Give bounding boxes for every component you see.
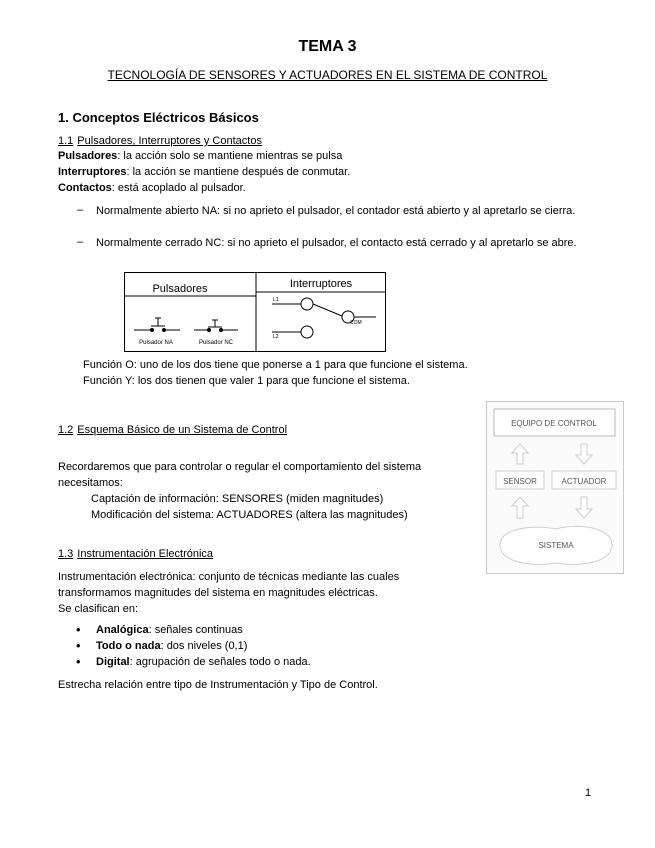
list-item	[76, 622, 311, 638]
definition-term: Contactos	[58, 182, 112, 194]
definition-contactos	[58, 180, 246, 196]
switch-terminal-l2: L2	[273, 334, 279, 340]
sistema-label: SISTEMA	[538, 541, 574, 550]
function-y: Función Y: los dos tienen que valer 1 para que funcione el sistema.	[83, 375, 410, 387]
pulsador-na-label: Pulsador NA	[139, 340, 173, 346]
instrumentation-type-list	[76, 622, 311, 670]
page-number: 1	[585, 787, 592, 799]
subsection-1-2-paragraph: Recordaremos que para controlar o regular el comportamiento del sistema necesitamos:	[58, 461, 422, 489]
dash-item-na: Normalmente abierto NA: si no aprieto el pulsador, el contador está abierto y al apretarlo se cierra.	[96, 205, 576, 217]
subsection-1-3-paragraph: Instrumentación electrónica: conjunto de técnicas mediante las cuales transformamos magnitudes del sistema en magnitudes eléctricas.	[58, 571, 400, 599]
table-header-interruptores: Interruptores	[289, 278, 353, 290]
subsection-number: 1.2	[58, 424, 74, 436]
dash-marker: –	[77, 204, 84, 216]
definition-text: : la acción solo se mantiene mientras se pulsa	[117, 150, 343, 162]
subsection-1-1-heading	[58, 135, 262, 147]
pulsador-nc-label: Pulsador NC	[198, 340, 234, 346]
switch-terminal-l1: L1	[273, 297, 279, 303]
definition-text: : está acoplado al pulsador.	[111, 182, 246, 194]
equipo-de-control-label: EQUIPO DE CONTROL	[511, 419, 597, 428]
pulsador-na-symbol	[134, 318, 180, 332]
list-text: : señales continuas	[148, 624, 243, 636]
document-subtitle: TECNOLOGÍA DE SENSORES Y ACTUADORES EN EL SISTEMA DE CONTROL	[107, 68, 548, 82]
document-title: TEMA 3	[298, 38, 357, 55]
list-term: Todo o nada	[96, 640, 161, 652]
subsection-number: 1.3	[58, 548, 74, 560]
definition-pulsadores	[58, 148, 342, 164]
list-term: Digital	[96, 656, 130, 668]
definition-interruptores	[58, 164, 350, 180]
function-o: Función O: uno de los dos tiene que ponerse a 1 para que funcione el sistema.	[83, 359, 468, 371]
subsection-title: Pulsadores, Interruptores y Contactos	[77, 135, 262, 147]
switch-terminal-com: COM	[350, 320, 362, 326]
definition-term: Pulsadores	[58, 150, 118, 162]
definition-text: : la acción se mantiene después de conmutar.	[126, 166, 351, 178]
dash-item-nc: Normalmente cerrado NC: si no aprieto el pulsador, el contacto está cerrado y al apretarlo se abre.	[96, 237, 577, 249]
subsection-title: Esquema Básico de un Sistema de Control	[77, 424, 288, 436]
actuador-label: ACTUADOR	[561, 477, 607, 486]
classify-text: Se clasifican en:	[58, 603, 139, 615]
list-item	[76, 638, 311, 654]
subsection-1-3-heading	[58, 548, 213, 560]
switch-table	[124, 272, 386, 352]
list-text: : agrupación de señales todo o nada.	[129, 656, 311, 668]
subsection-1-2-heading	[58, 424, 287, 436]
list-term: Analógica	[96, 624, 149, 636]
subsection-number: 1.1	[58, 135, 74, 147]
list-item	[76, 654, 311, 670]
subsection-title: Instrumentación Electrónica	[77, 548, 214, 560]
interruptor-symbol	[272, 298, 376, 338]
table-header-pulsadores: Pulsadores	[152, 283, 208, 295]
section-heading: 1. Conceptos Eléctricos Básicos	[58, 110, 259, 125]
list-text: : dos niveles (0,1)	[160, 640, 248, 652]
closing-text: Estrecha relación entre tipo de Instrumentación y Tipo de Control.	[58, 679, 378, 691]
pulsador-nc-symbol	[194, 320, 238, 332]
captacion-item: Captación de información: SENSORES (miden magnitudes)	[91, 493, 384, 505]
sensor-label: SENSOR	[503, 477, 537, 486]
dash-marker: –	[77, 236, 84, 248]
modificacion-item: Modificación del sistema: ACTUADORES (altera las magnitudes)	[91, 509, 408, 521]
control-system-diagram	[486, 401, 624, 574]
definition-term: Interruptores	[58, 166, 127, 178]
